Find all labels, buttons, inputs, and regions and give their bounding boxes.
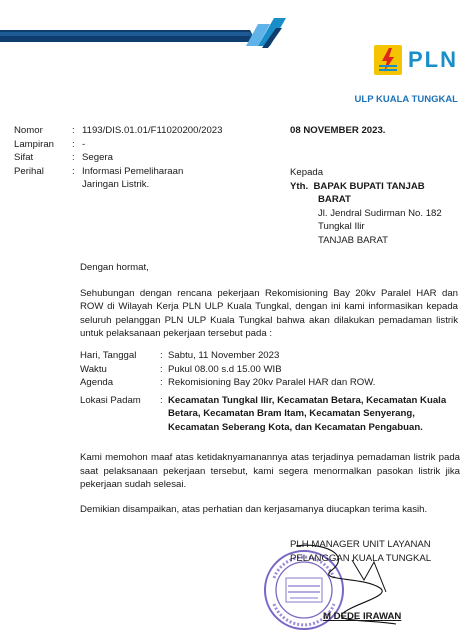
- body-paragraph-2: Kami memohon maaf atas ketidaknyamanannya atas terjadinya pemadaman listrik pada saat pelaksanaan pekerjaan tersebut, kami segera menormalkan pasokan listrik jika pekerjaan sudah selesai.: [80, 452, 460, 491]
- body-paragraph-1: Sehubungan dengan rencana pekerjaan Rekomisioning Bay 20kv Paralel HAR dan ROW di Wilayah Kerja PLN ULP Kuala Tungkal, dengan ini kami informasikan kepada seluruh pelanggan PLN ULP Kuala Tungkal bahwa akan dilakukan pemadaman listrik untuk pelaksanaan pekerjaan tersebut pada :: [80, 287, 458, 340]
- meta-row-nomor: [14, 124, 274, 138]
- recipient-name: BAPAK BUPATI TANJAB: [313, 180, 425, 192]
- agenda-value: Rekomisioning Bay 20kv Paralel HAR dan ROW.: [168, 377, 376, 389]
- letter-body: [80, 261, 458, 341]
- colon: :: [160, 394, 163, 406]
- colon: :: [160, 377, 163, 389]
- agenda-label: Agenda: [80, 377, 114, 389]
- kepada-label: Kepada: [290, 167, 324, 178]
- colon: :: [72, 138, 75, 150]
- signatory-title-line1: PLH MANAGER UNIT LAYANAN: [290, 539, 431, 550]
- lampiran-label: Lampiran: [14, 138, 54, 150]
- colon: :: [72, 165, 75, 177]
- detail-row-lokasi: [80, 394, 460, 435]
- colon: :: [160, 350, 163, 361]
- address-line3: TANJAB BARAT: [318, 235, 389, 247]
- signatory-title-line2: PELANGGAN KUALA TUNGKAL: [290, 552, 432, 564]
- sifat-value: Segera: [82, 152, 113, 164]
- lampiran-value: -: [82, 138, 86, 150]
- letter-date: 08 NOVEMBER 2023.: [290, 125, 386, 136]
- outage-details: [80, 349, 460, 435]
- brand-text: PLN: [408, 47, 458, 72]
- hari-value: Sabtu, 11 November 2023: [168, 350, 280, 361]
- meta-row-sifat: [14, 151, 274, 165]
- lokasi-value: Kecamatan Tungkal Ilir, Kecamatan Betara, Kecamatan Kuala Betara, Kecamatan Bram Itam, Kecamatan Senyerang, Kecamatan Seberang Kota, dan Kecamatan Pengabuan.: [168, 394, 447, 434]
- letter-meta: [14, 124, 274, 192]
- meta-row-perihal: [14, 165, 274, 192]
- lokasi-label: Lokasi Padam: [80, 394, 141, 406]
- recipient-name-line2: BARAT: [318, 194, 351, 206]
- detail-row-hari: [80, 349, 460, 363]
- address-line2: Tungkal Ilir: [318, 221, 365, 233]
- address-line1: Jl. Jendral Sudirman No. 182: [318, 207, 442, 219]
- colon: :: [160, 363, 163, 375]
- meta-row-lampiran: [14, 138, 274, 152]
- yth-label: Yth.: [290, 180, 309, 192]
- perihal-value: [82, 165, 274, 192]
- colon: :: [72, 152, 75, 164]
- nomor-value: 1193/DIS.01.01/F11020200/2023: [82, 125, 223, 136]
- sifat-label: Sifat: [14, 152, 34, 164]
- waktu-value: Pukul 08.00 s.d 15.00 WIB: [168, 363, 282, 375]
- office-name: ULP KUALA TUNGKAL: [354, 94, 458, 105]
- header-stripe-band: [0, 0, 470, 48]
- perihal-label: Perihal: [14, 165, 44, 177]
- pln-logo: [374, 44, 458, 75]
- recipient-block: [290, 166, 460, 248]
- perihal-line1: Informasi Pemeliharaan: [82, 165, 184, 177]
- hari-label: Hari, Tanggal: [80, 350, 137, 361]
- recipient-name-line1: [290, 180, 460, 194]
- perihal-line2: Jaringan Listrik.: [82, 179, 150, 191]
- body-paragraph-3: Demikian disampaikan, atas perhatian dan kerjasamanya diucapkan terima kasih.: [80, 504, 428, 515]
- detail-row-agenda: [80, 376, 460, 390]
- signatory-name: M DEDE IRAWAN: [323, 611, 402, 622]
- waktu-label: Waktu: [80, 363, 107, 375]
- colon: :: [72, 125, 75, 136]
- nomor-label: Nomor: [14, 125, 43, 136]
- salutation: Dengan hormat,: [80, 262, 149, 273]
- detail-row-waktu: [80, 363, 460, 377]
- lightning-icon: [374, 45, 402, 75]
